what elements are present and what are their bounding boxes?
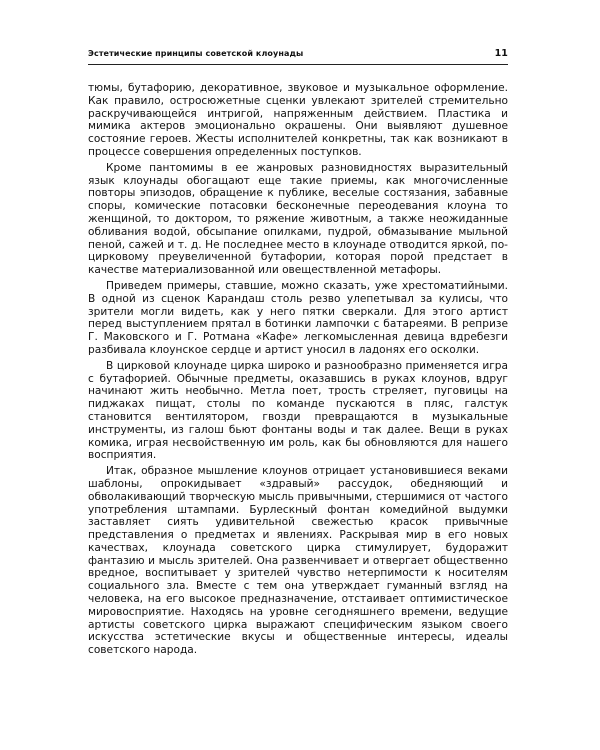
- running-title: Эстетические принципы советской клоунады: [88, 49, 304, 58]
- header-rule: [88, 64, 508, 65]
- paragraph: тюмы, бутафорию, декоративное, звуковое и музыкальное оформление. Как правило, остросюжетные сценки увлекают зрителей стремительно раскручивающейся интригой, напряженным действием. Пластика и мимика актеров эмоционально окрашены. Они выявляют душевное состояние героев. Жесты исполнителей конкретны, так как возникают в процессе совершения определенных поступков.: [88, 82, 508, 158]
- page-number: 11: [494, 48, 508, 59]
- paragraph: Итак, образное мышление клоунов отрицает установившиеся веками шаблоны, опрокидывает «здравый» рассудок, обедняющий и обволакивающий творческую мысль привычными, стершимися от частого употребления штампами. Бурлескный фонтан комедийной выдумки заставляет сиять удивительной свежестью красок привычные представления о предметах и явлениях. Раскрывая мир в его новых качествах, клоунада советского цирка стимулирует, будоражит фантазию и мысль зрителей. Она развенчивает и отвергает общественно вредное, воспитывает у зрителей чувство нетерпимости к носителям социального зла. Вместе с тем она утверждает гуманный взгляд на человека, на его высокое предназначение, отстаивает оптимистическое мировосприятие. Находясь на уровне сегодняшнего времени, ведущие артисты советского цирка выражают специфическим языком своего искусства эстетические вкусы и общественные интересы, идеалы советского народа.: [88, 465, 508, 657]
- paragraph: Приведем примеры, ставшие, можно сказать, уже хрестоматийными. В одной из сценок Карандаш столь резво улепетывал за кулисы, что зрители могли видеть, как у него пятки сверкали. Для этого артист перед выступлением прятал в ботинки лампочки с батареями. В репризе Г. Маковского и Г. Ротмана «Кафе» легкомысленная девица вдребезги разбивала клоунское сердце и артист уносил в ладонях его осколки.: [88, 279, 508, 356]
- paragraph: В цирковой клоунаде цирка широко и разнообразно применяется игра с бутафорией. Обычные предметы, оказавшись в руках клоунов, вдруг начинают жить необычно. Метла поет, трость стреляет, пуговицы на пиджаках пищат, столы по команде пускаются в пляс, галстук становится вентилятором, гвозди превращаются в музыкальные инструменты, из галош бьют фонтаны воды и так далее. Вещи в руках комика, играя несвойственную им роль, как бы обновляются для нашего восприятия.: [88, 359, 508, 462]
- body-text: [88, 82, 508, 660]
- paragraph: Кроме пантомимы в ее жанровых разновидностях выразительный язык клоунады обогащают еще такие приемы, как многочисленные повторы эпизодов, обращение к публике, веселые состязания, забавные споры, комические потасовки бесконечные переодевания клоуна то женщиной, то доктором, то ряжение животным, а также неожиданные обливания водой, обсыпание опилками, пудрой, обмазывание мыльной пеной, сажей и т. д. Не последнее место в клоунаде отводится яркой, по-цирковому преувеличенной бутафории, которая порой предстает в качестве материализованной или овеществленной метафоры.: [88, 161, 508, 277]
- running-head: [88, 49, 508, 63]
